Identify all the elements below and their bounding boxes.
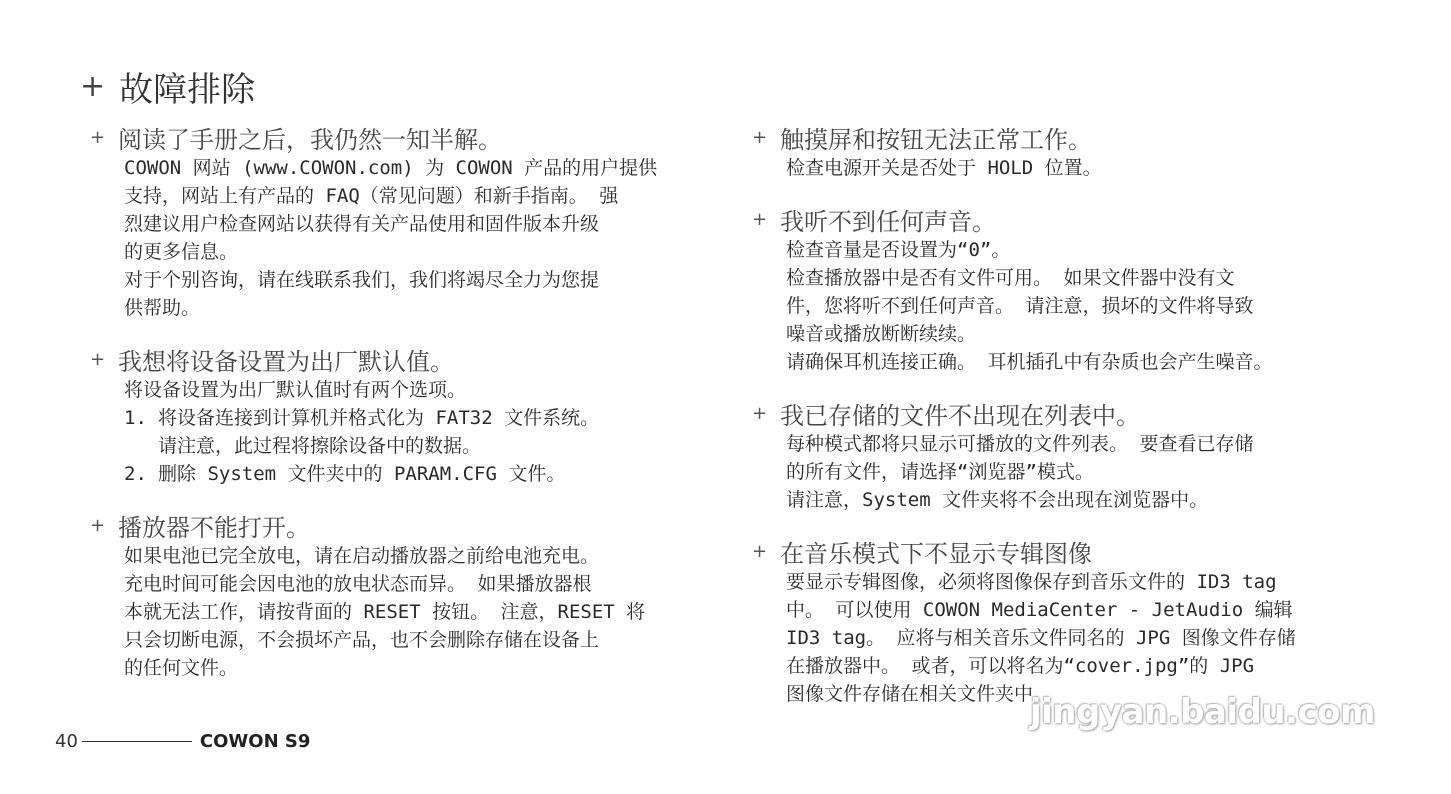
answer-line: 请注意，System 文件夹将不会出现在浏览器中。	[786, 489, 1209, 511]
question-text: 触摸屏和按钮无法正常工作。	[780, 125, 1092, 154]
answer-line: 的所有文件，请选择“浏览器”模式。	[786, 461, 1094, 483]
faq-question	[90, 342, 710, 376]
answer-line: 中。 可以使用 COWON MediaCenter - JetAudio 编辑	[786, 599, 1293, 621]
answer-line: COWON 网站 (www.COWON.com) 为 COWON 产品的用户提供	[124, 157, 658, 179]
brand-name: COWON S9	[199, 731, 311, 752]
faq-question	[752, 534, 1392, 568]
answer-line: 检查电源开关是否处于 HOLD 位置。	[786, 157, 1102, 179]
faq-question	[752, 120, 1392, 154]
faq-section	[752, 534, 1392, 708]
answer-line: 请确保耳机连接正确。 耳机插孔中有杂质也会产生噪音。	[786, 351, 1273, 373]
faq-section	[752, 202, 1392, 376]
right-column	[752, 120, 1392, 728]
plus-icon: +	[80, 69, 106, 104]
footer-rule	[82, 741, 192, 742]
faq-question	[752, 202, 1392, 236]
list-item	[124, 460, 710, 488]
answer-line: 对于个别咨询，请在线联系我们，我们将竭尽全力为您提	[124, 269, 600, 291]
answer-body	[786, 568, 1392, 708]
page-title-text: 故障排除	[119, 70, 256, 110]
answer-line: 检查播放器中是否有文件可用。 如果文件器中没有文	[786, 267, 1235, 289]
answer-line: 件，您将听不到任何声音。 请注意，损坏的文件将导致	[786, 295, 1254, 317]
answer-line: 充电时间可能会因电池的放电状态而异。 如果播放器根	[124, 573, 592, 595]
answer-line: 检查音量是否设置为“0”。	[786, 239, 1011, 261]
answer-body	[786, 236, 1392, 376]
answer-line: 噪音或播放断断续续。	[786, 323, 977, 345]
plus-icon: +	[752, 540, 768, 562]
page-number: 40	[55, 731, 78, 752]
page-footer	[55, 731, 310, 752]
plus-icon: +	[752, 208, 768, 230]
question-text: 阅读了手册之后，我仍然一知半解。	[118, 125, 502, 154]
answer-body	[124, 542, 710, 682]
plus-icon: +	[752, 126, 768, 148]
answer-line: 要显示专辑图像，必须将图像保存到音乐文件的 ID3 tag	[786, 571, 1277, 593]
answer-body	[124, 154, 710, 322]
left-column	[90, 120, 710, 702]
plus-icon: +	[90, 126, 106, 148]
question-text: 播放器不能打开。	[118, 513, 310, 542]
answer-body	[124, 376, 710, 488]
list-item	[124, 404, 710, 460]
list-item-line: 将设备连接到计算机并格式化为 FAT32 文件系统。	[158, 407, 600, 429]
answer-line: 的任何文件。	[124, 657, 239, 679]
faq-question	[752, 396, 1392, 430]
answer-line: 烈建议用户检查网站以获得有关产品使用和固件版本升级	[124, 213, 600, 235]
answer-line: 图像文件存储在相关文件夹中。	[786, 683, 1053, 705]
question-text: 我听不到任何声音。	[780, 207, 996, 236]
question-text: 我已存储的文件不出现在列表中。	[780, 401, 1140, 430]
list-number: 2.	[124, 463, 147, 485]
answer-line: ID3 tag。 应将与相关音乐文件同名的 JPG 图像文件存储	[786, 627, 1296, 649]
plus-icon: +	[90, 348, 106, 370]
answer-intro: 将设备设置为出厂默认值时有两个选项。	[124, 379, 467, 401]
numbered-list	[124, 404, 710, 488]
answer-line: 在播放器中。 或者，可以将名为“cover.jpg”的 JPG	[786, 655, 1255, 677]
faq-section	[90, 342, 710, 488]
plus-icon: +	[90, 514, 106, 536]
faq-section	[752, 396, 1392, 514]
answer-line: 本就无法工作，请按背面的 RESET 按钮。 注意，RESET 将	[124, 601, 646, 623]
answer-line: 供帮助。	[124, 297, 201, 319]
faq-question	[90, 120, 710, 154]
question-text: 在音乐模式下不显示专辑图像	[780, 539, 1092, 568]
faq-section	[752, 120, 1392, 182]
page-title	[80, 62, 255, 111]
answer-line: 如果电池已完全放电，请在启动播放器之前给电池充电。	[124, 545, 600, 567]
answer-body	[786, 430, 1392, 514]
answer-line: 只会切断电源，不会损坏产品，也不会删除存储在设备上	[124, 629, 600, 651]
list-number: 1.	[124, 407, 147, 429]
answer-line: 的更多信息。	[124, 241, 239, 263]
faq-section	[90, 120, 710, 322]
list-item-line: 请注意，此过程将擦除设备中的数据。	[158, 435, 482, 457]
answer-body	[786, 154, 1392, 182]
answer-line: 支持，网站上有产品的 FAQ（常见问题）和新手指南。 强	[124, 185, 619, 207]
list-item-line: 删除 System 文件夹中的 PARAM.CFG 文件。	[158, 463, 566, 485]
answer-line: 每种模式都将只显示可播放的文件列表。 要查看已存储	[786, 433, 1254, 455]
faq-section	[90, 508, 710, 682]
question-text: 我想将设备设置为出厂默认值。	[118, 347, 454, 376]
watermark: jingyan.baidu.com	[1030, 692, 1375, 732]
faq-question	[90, 508, 710, 542]
plus-icon: +	[752, 402, 768, 424]
